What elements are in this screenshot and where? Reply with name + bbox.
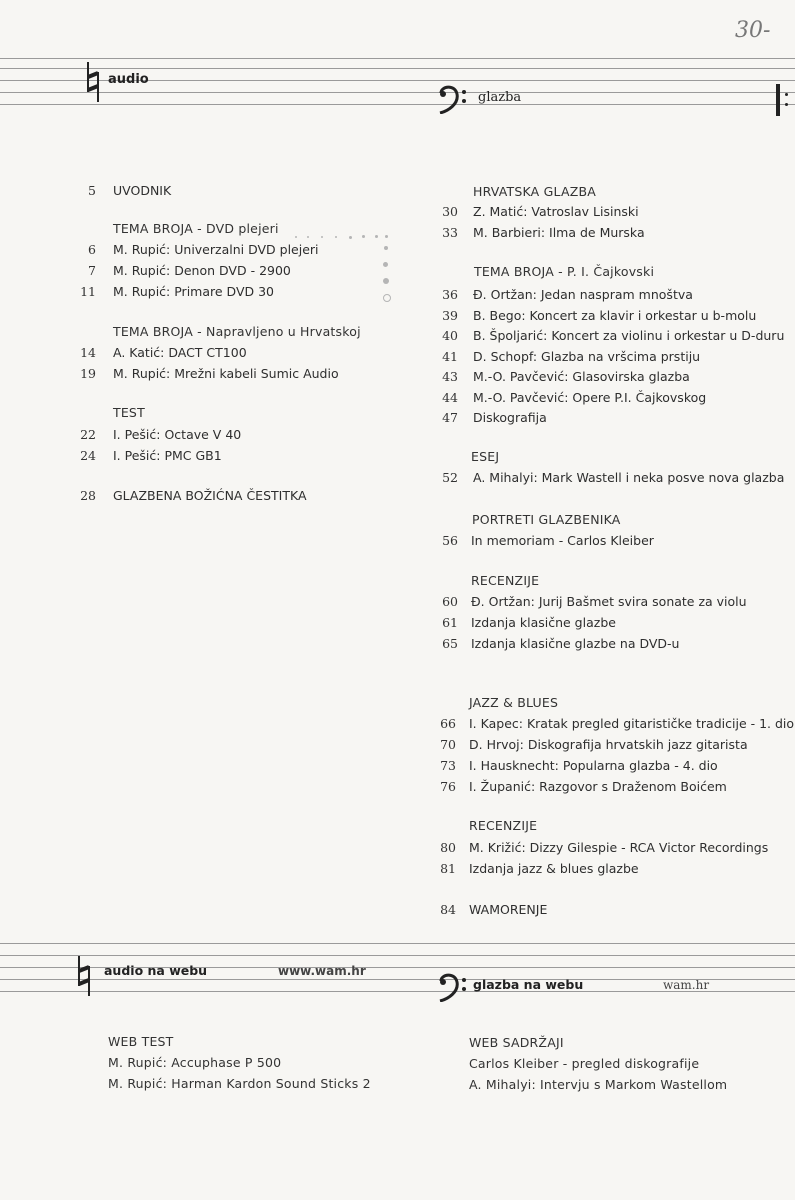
page-number: 73 bbox=[440, 758, 456, 773]
entry-title: I. Pešić: Octave V 40 bbox=[113, 427, 242, 442]
section-heading: TEST bbox=[113, 405, 145, 420]
entry-title: D. Hrvoj: Diskografija hrvatskih jazz gitarista bbox=[469, 737, 748, 752]
bass-clef-icon bbox=[438, 972, 468, 1002]
page-number: 28 bbox=[80, 488, 96, 503]
entry-title: M. Rupić: Univerzalni DVD plejeri bbox=[113, 242, 319, 257]
page-number: 33 bbox=[442, 225, 458, 240]
page-number: 22 bbox=[80, 427, 96, 442]
entry-title: Z. Matić: Vatroslav Lisinski bbox=[473, 204, 639, 219]
page-number: 81 bbox=[440, 861, 456, 876]
entry-title: B. Bego: Koncert za klavir i orkestar u b-molu bbox=[473, 308, 757, 323]
page-number: 24 bbox=[80, 448, 96, 463]
entry-title: M.-O. Pavčević: Glasovirska glazba bbox=[473, 369, 690, 384]
page-number: 52 bbox=[442, 470, 458, 485]
page-number: 19 bbox=[80, 366, 96, 381]
page-number: 61 bbox=[442, 615, 458, 630]
section-heading: TEMA BROJA - P. I. Čajkovski bbox=[474, 264, 655, 279]
entry-title: B. Špoljarić: Koncert za violinu i orkestar u D-duru bbox=[473, 328, 785, 343]
entry-title: A. Mihalyi: Mark Wastell i neka posve nova glazba bbox=[473, 470, 785, 485]
entry-title: M. Križić: Dizzy Gilespie - RCA Victor Recordings bbox=[469, 840, 769, 855]
repeat-dot bbox=[785, 103, 788, 106]
page-number: 56 bbox=[442, 533, 458, 548]
entry-title: I. Kapec: Kratak pregled gitarističke tradicije - 1. dio bbox=[469, 716, 795, 731]
section-heading: JAZZ & BLUES bbox=[469, 695, 559, 710]
page-number: 70 bbox=[440, 737, 456, 752]
entry-title: Izdanja klasične glazbe na DVD-u bbox=[471, 636, 680, 651]
section-heading: PORTRETI GLAZBENIKA bbox=[472, 512, 621, 527]
web-content-title: WEB SADRŽAJI bbox=[469, 1035, 564, 1050]
entry-title: UVODNIK bbox=[113, 183, 172, 198]
entry-title: Izdanja jazz & blues glazbe bbox=[469, 861, 639, 876]
section-heading: RECENZIJE bbox=[469, 818, 538, 833]
section-heading: RECENZIJE bbox=[471, 573, 540, 588]
page-number: 84 bbox=[440, 902, 456, 917]
page-number: 14 bbox=[80, 345, 96, 360]
page-number: 47 bbox=[442, 410, 458, 425]
entry-title: M.-O. Pavčević: Opere P.I. Čajkovskog bbox=[473, 390, 707, 405]
entry-title: Diskografija bbox=[473, 410, 547, 425]
repeat-dot bbox=[785, 93, 788, 96]
page-number: 80 bbox=[440, 840, 456, 855]
page-number: 60 bbox=[442, 594, 458, 609]
section-heading: HRVATSKA GLAZBA bbox=[473, 184, 596, 199]
page-number: 5 bbox=[88, 183, 96, 198]
repeat-bar bbox=[776, 84, 780, 116]
page-number: 66 bbox=[440, 716, 456, 731]
section-heading: TEMA BROJA - DVD plejeri bbox=[113, 221, 279, 236]
entry-title: D. Schopf: Glazba na vršcima prstiju bbox=[473, 349, 701, 364]
page-number: 30 bbox=[442, 204, 458, 219]
web-content-item: Carlos Kleiber - pregled diskografije bbox=[469, 1056, 700, 1071]
natural-sign-icon bbox=[76, 956, 92, 996]
footer-left-url[interactable]: www.wam.hr bbox=[278, 964, 366, 978]
entry-title: I. Županić: Razgovor s Draženom Boićem bbox=[469, 779, 727, 794]
entry-title: A. Katić: DACT CT100 bbox=[113, 345, 247, 360]
page-number: 43 bbox=[442, 369, 458, 384]
page-number: 76 bbox=[440, 779, 456, 794]
page-number: 65 bbox=[442, 636, 458, 651]
entry-title: I. Hausknecht: Popularna glazba - 4. dio bbox=[469, 758, 718, 773]
entry-title: Đ. Ortžan: Jurij Bašmet svira sonate za violu bbox=[471, 594, 747, 609]
web-test-item: M. Rupić: Harman Kardon Sound Sticks 2 bbox=[108, 1076, 371, 1091]
handwritten-page-number: 30- bbox=[735, 18, 771, 43]
entry-title: M. Rupić: Primare DVD 30 bbox=[113, 284, 274, 299]
entry-title: GLAZBENA BOŽIĆNA ČESTITKA bbox=[113, 488, 307, 503]
header-glazba-label: glazba bbox=[478, 90, 522, 105]
header-audio-label: audio bbox=[108, 72, 149, 87]
web-test-item: M. Rupić: Accuphase P 500 bbox=[108, 1055, 282, 1070]
page-number: 41 bbox=[442, 349, 458, 364]
page-number: 39 bbox=[442, 308, 458, 323]
entry-title: In memoriam - Carlos Kleiber bbox=[471, 533, 654, 548]
natural-sign-icon bbox=[85, 62, 101, 102]
entry-title: M. Rupić: Denon DVD - 2900 bbox=[113, 263, 291, 278]
page-number: 11 bbox=[80, 284, 96, 299]
page-number: 6 bbox=[88, 242, 96, 257]
footer-audio-label: audio na webu bbox=[104, 963, 208, 978]
bass-clef-icon bbox=[438, 84, 468, 114]
section-heading: ESEJ bbox=[471, 449, 500, 464]
page-number: 40 bbox=[442, 328, 458, 343]
section-heading: TEMA BROJA - Napravljeno u Hrvatskoj bbox=[113, 324, 361, 339]
entry-title: M. Barbieri: Ilma de Murska bbox=[473, 225, 645, 240]
entry-title: WAMORENJE bbox=[469, 902, 548, 917]
entry-title: I. Pešić: PMC GB1 bbox=[113, 448, 222, 463]
page-number: 36 bbox=[442, 287, 458, 302]
entry-title: M. Rupić: Mrežni kabeli Sumic Audio bbox=[113, 366, 339, 381]
web-test-title: WEB TEST bbox=[108, 1034, 174, 1049]
web-content-item: A. Mihalyi: Intervju s Markom Wastellom bbox=[469, 1077, 728, 1092]
page-number: 44 bbox=[442, 390, 458, 405]
footer-glazba-label: glazba na webu bbox=[473, 977, 584, 992]
page-number: 7 bbox=[88, 263, 96, 278]
footer-right-url[interactable]: wam.hr bbox=[663, 978, 710, 992]
entry-title: Đ. Ortžan: Jedan naspram mnoštva bbox=[473, 287, 693, 302]
entry-title: Izdanja klasične glazbe bbox=[471, 615, 616, 630]
